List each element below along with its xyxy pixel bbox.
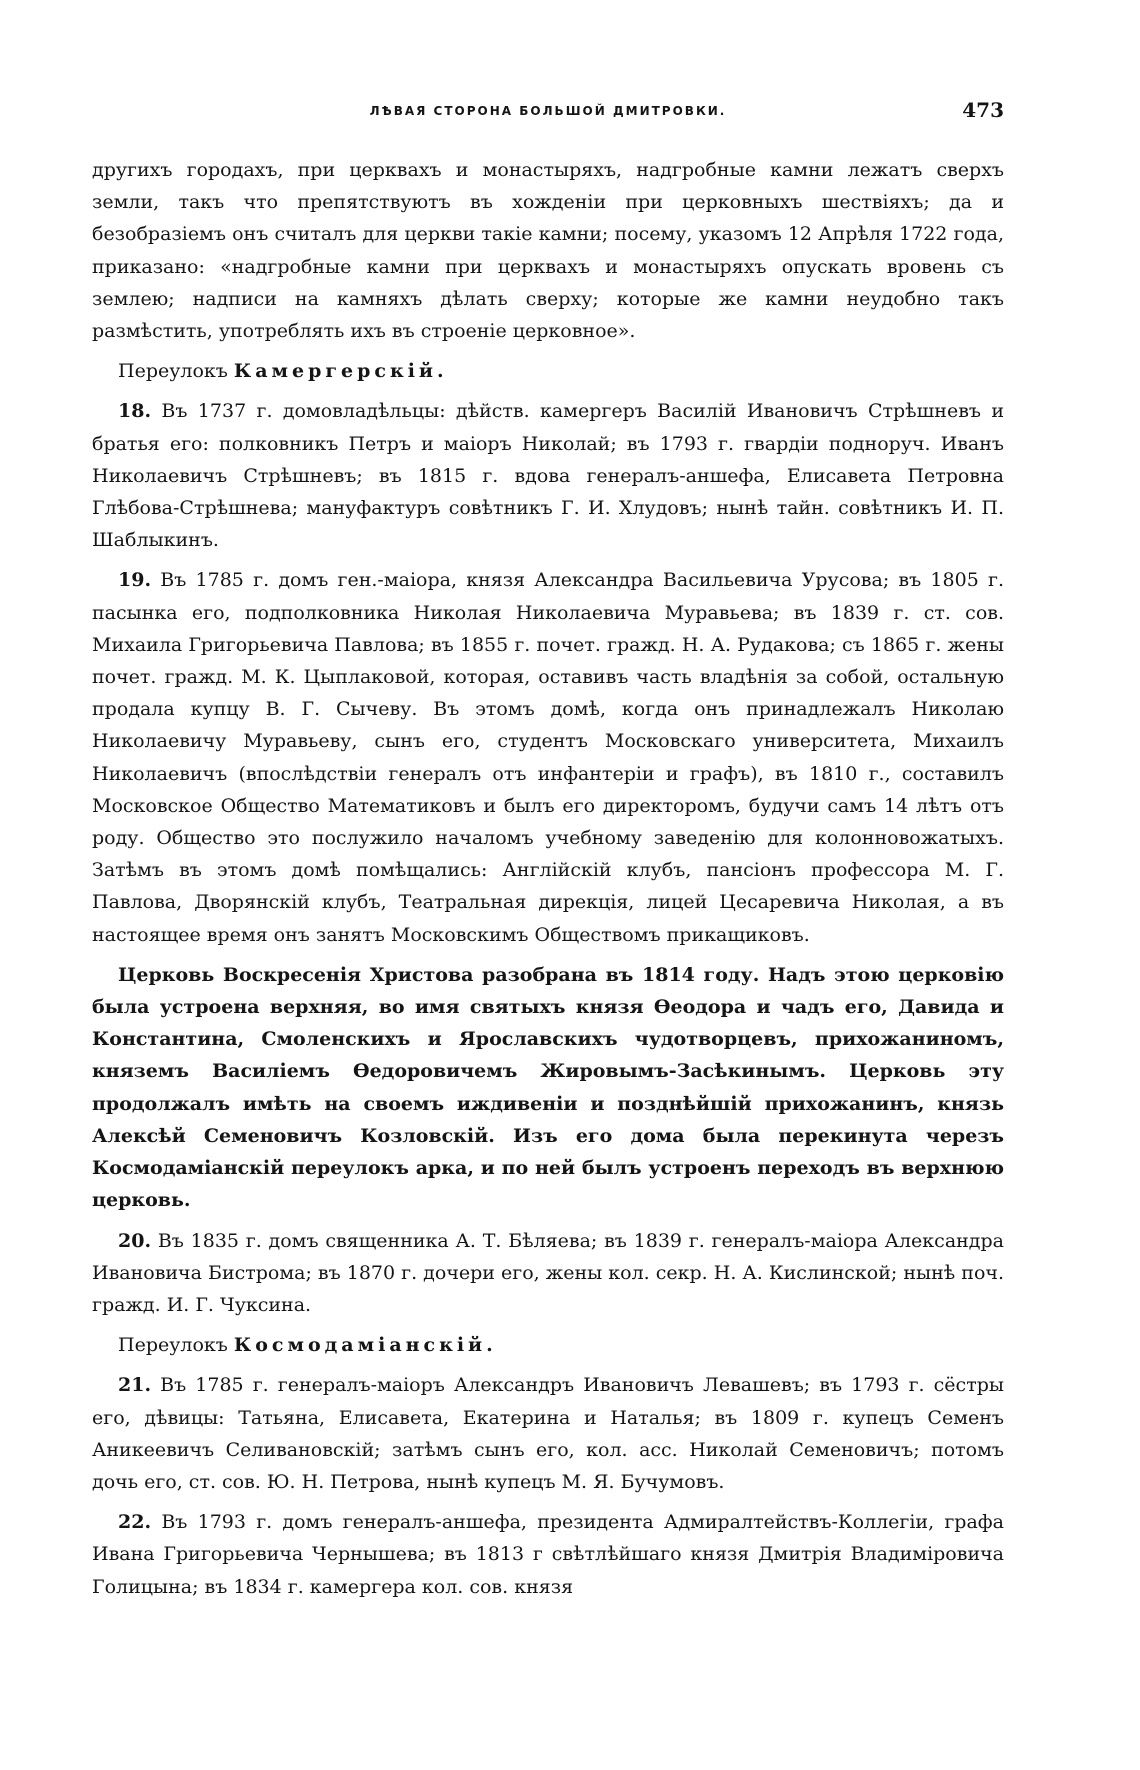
street-heading-kamergersky <box>92 355 1004 387</box>
body-text <box>92 154 1004 1603</box>
entry-19 <box>92 564 1004 950</box>
street-heading-kosmodamiansky <box>92 1329 1004 1361</box>
entry-text: Въ 1785 г. домъ ген.-маіора, князя Александра Васильевича Урусова; въ 1805 г. пасынка его, подполковника Николая Николаевича Муравьева; въ 1839 г. ст. сов. Михаила Григорьевича Павлова; въ 1855 г. почет. гражд. Н. А. Рудакова; съ 1865 г. жены почет. гражд. М. К. Цыплаковой, которая, оставивъ часть владѣнія за собой, остальную продала купцу В. Г. Сычеву. Въ этомъ домѣ, когда онъ принадлежалъ Николаю Николаевичу Муравьеву, сынъ его, студентъ Московскаго университета, Михаилъ Николаевичъ (впослѣдствіи генералъ отъ инфантеріи и графъ), въ 1810 г., составилъ Московское Общество Математиковъ и былъ его директоромъ, будучи самъ 14 лѣтъ отъ роду. Общество это послужило началомъ учебному заведенію для колонновожатыхъ. Затѣмъ въ этомъ домѣ помѣщались: Англійскій клубъ, пансіонъ профессора М. Г. Павлова, Дворянскій клубъ, Театральная дирекція, лицей Цесаревича Николая, а въ настоящее время онъ занятъ Московскимъ Обществомъ прикащиковъ. <box>92 569 1004 946</box>
entry-text: Въ 1835 г. домъ священника А. Т. Бѣляева; въ 1839 г. генералъ-маіора Александра Ивановича Бистрома; въ 1870 г. дочери его, жены кол. секр. Н. А. Кислинской; нынѣ поч. гражд. И. Г. Чуксина. <box>92 1229 1004 1316</box>
entry-20 <box>92 1225 1004 1322</box>
street-heading-prefix: Переулокъ <box>118 360 228 383</box>
entry-18 <box>92 395 1004 556</box>
entry-number: 22. <box>118 1511 152 1534</box>
entry-text: Въ 1737 г. домовладѣльцы: дѣйств. камергеръ Василій Ивановичъ Стрѣшневъ и братья его: полковникъ Петръ и маіоръ Николай; въ 1793 г. гвардіи подноруч. Иванъ Николаевичъ Стрѣшневъ; въ 1815 г. вдова генералъ-аншефа, Елисавета Петровна Глѣбова-Стрѣшнева; мануфактуръ совѣтникъ Г. И. Хлудовъ; нынѣ тайн. совѣтникъ И. П. Шаблыкинъ. <box>92 400 1004 552</box>
street-heading-name: Камергерскій. <box>233 360 448 383</box>
paragraph-intro: другихъ городахъ, при церквахъ и монастыряхъ, надгробные камни лежатъ сверхъ земли, такъ что препятствуютъ въ хожденіи при церковныхъ шествіяхъ; да и безобразіемъ онъ считалъ для церкви такіе камни; посему, указомъ 12 Апрѣля 1722 года, приказано: «надгробные камни при церквахъ и монастыряхъ опускать вровень съ землею; надписи на камняхъ дѣлать сверху; которые же камни неудобно такъ размѣстить, употреблять ихъ въ строеніе церковное». <box>92 159 1004 343</box>
entry-number: 20. <box>118 1229 152 1252</box>
running-head <box>92 96 1004 130</box>
entry-number: 18. <box>118 400 152 423</box>
entry-22 <box>92 1506 1004 1603</box>
entry-number: 21. <box>118 1374 152 1397</box>
street-heading-prefix: Переулокъ <box>118 1334 228 1357</box>
street-heading-name: Космодаміанскій. <box>233 1334 497 1357</box>
running-title: ЛѢВАЯ СТОРОНА БОЛЬШОЙ ДМИТРОВКИ. <box>369 104 727 118</box>
entry-text: Въ 1793 г. домъ генералъ-аншефа, президента Адмиралтействъ-Коллегіи, графа Ивана Григорьевича Чернышева; въ 1813 г свѣтлѣйшаго князя Дмитрія Владиміровича Голицына; въ 1834 г. камергера кол. сов. князя <box>92 1511 1005 1598</box>
page-number: 473 <box>962 98 1004 122</box>
entry-number: 19. <box>118 569 152 592</box>
entry-text: Въ 1785 г. генералъ-маіоръ Александръ Ивановичъ Левашевъ; въ 1793 г. сёстры его, дѣвицы: Татьяна, Елисавета, Екатерина и Наталья; въ 1809 г. купецъ Семенъ Аникеевичъ Селивановскій; затѣмъ сынъ его, кол. асс. Николай Семеновичъ; потомъ дочь его, ст. сов. Ю. Н. Петрова, нынѣ купецъ М. Я. Бучумовъ. <box>92 1374 1004 1493</box>
entry-21 <box>92 1369 1004 1498</box>
paragraph-church: Церковь Воскресенія Христова разобрана въ 1814 году. Надъ этою церковію была устроена верхняя, во имя святыхъ князя Ѳеодора и чадъ его, Давида и Константина, Смоленскихъ и Ярославскихъ чудотворцевъ, прихожаниномъ, княземъ Василіемъ Ѳедоровичемъ Жировымъ-Засѣкинымъ. Церковь эту продолжалъ имѣть на своемъ иждивеніи и позднѣйшій прихожанинъ, князь Алексѣй Семеновичъ Козловскій. Изъ его дома была перекинута черезъ Космодаміанскій переулокъ арка, и по ней былъ устроенъ переходъ въ верхнюю церковь. <box>92 963 1004 1212</box>
